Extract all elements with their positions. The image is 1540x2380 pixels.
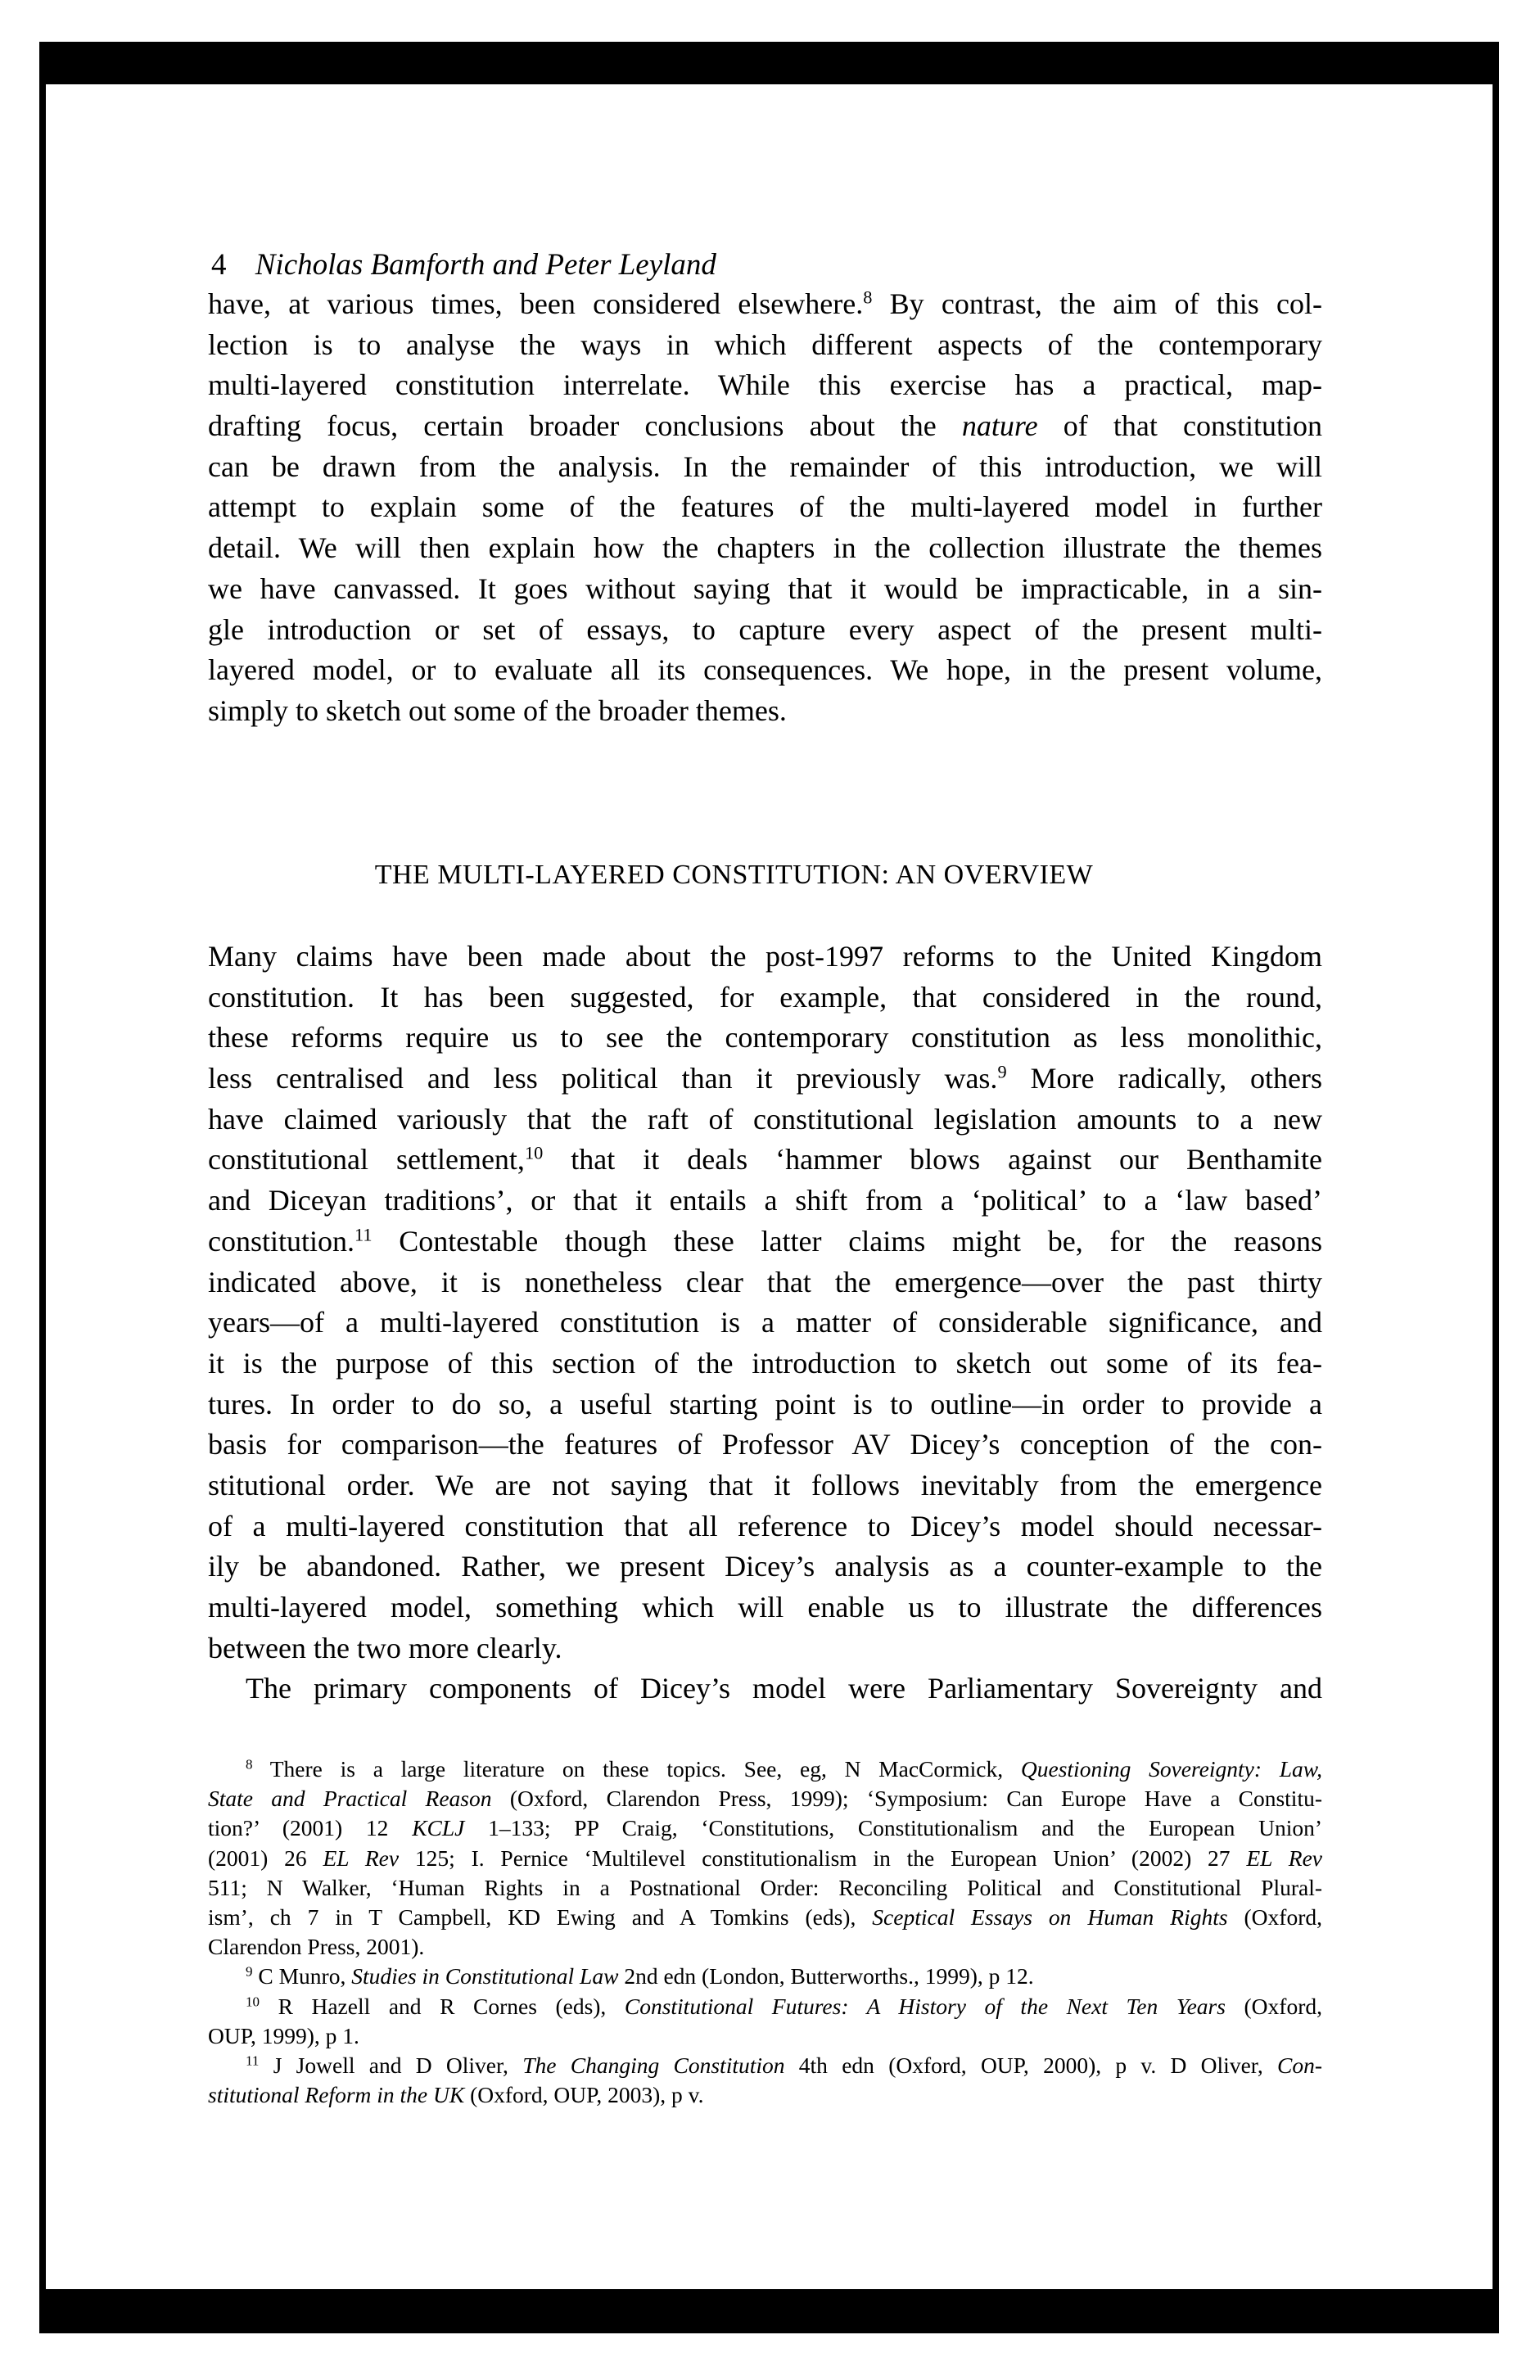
text-line [208,978,1322,1018]
text-run: we have canvassed. It goes without saying that it would be impracticable, in a sin- [208,571,1322,605]
text-run: The primary components of Dicey’s model were Parliamentary Sovereignty and [246,1672,1322,1705]
text-run: have, at various times, been considered elsewhere. [208,287,864,320]
section-heading: THE MULTI-LAYERED CONSTITUTION: AN OVERVIEW [374,860,1094,890]
text-run: ism’, ch 7 in T Campbell, KD Ewing and A Tomkins (eds), [208,1904,873,1930]
italic-title: nature [961,409,1038,443]
italic-title: EL Rev [1246,1845,1322,1871]
text-run: detail. We will then explain how the chapters in the collection illustrate the themes [208,531,1322,565]
text-line [208,1628,1322,1669]
text-run: 511; N Walker, ‘Human Rights in a Postnational Order: Reconciling Political and Constitutional Plural- [208,1874,1322,1900]
text-run: Many claims have been made about the post-1997 reforms to the United Kingdom [208,940,1322,973]
text-run: tures. In order to do so, a useful starting point is to outline—in order to provide a [208,1387,1322,1420]
text-line [208,284,1322,325]
text-run: ily be abandoned. Rather, we present Dicey’s analysis as a counter-example to the [208,1550,1322,1583]
text-line [208,365,1322,406]
footnote-marker: 11 [246,2053,260,2069]
text-run: (Oxford, Clarendon Press, 1999); ‘Symposium: Can Europe Have a Constitu- [491,1786,1322,1812]
text-run: OUP, 1999), p 1. [208,2022,359,2048]
text-line [208,528,1322,569]
footnote-marker: 10 [246,1994,260,2010]
text-run: tion?’ (2001) 12 [208,1815,413,1841]
text-run: attempt to explain some of the features of the multi-layered model in further [208,490,1322,524]
text-line [208,691,1322,732]
text-line [208,937,1322,978]
footnote-line [208,1932,1322,1962]
text-run: lection is to analyse the ways in which different aspects of the contemporary [208,327,1322,361]
text-run: these reforms require us to see the contemporary constitution as less monolithic, [208,1021,1322,1055]
text-line [208,1547,1322,1587]
footnote-line [208,1784,1322,1813]
text-line [208,1384,1322,1425]
footnote-line [208,1813,1322,1843]
footnote-marker: 10 [524,1143,544,1164]
text-line [208,1465,1322,1506]
footnote-line [208,1903,1322,1932]
text-line [208,487,1322,528]
page-border-right [1493,42,1499,2333]
running-head-authors: Nicholas Bamforth and Peter Leyland [255,248,716,282]
text-line [208,1425,1322,1465]
footnote-line [208,1962,1322,1991]
text-run: of a multi-layered constitution that all reference to Dicey’s model should necessar- [208,1509,1322,1542]
page-border-left [39,42,46,2333]
text-line [208,1100,1322,1140]
text-run: 2nd edn (London, Butterworths., 1999), p 12. [618,1963,1034,1989]
footnote-marker: 11 [355,1224,373,1245]
text-run: less centralised and less political than it previously was. [208,1062,998,1095]
text-run: that it deals ‘hammer blows against our Benthamite [543,1143,1322,1176]
footnote-line [208,2021,1322,2051]
footnote-line [208,1844,1322,1873]
text-run: Clarendon Press, 2001). [208,1934,425,1960]
text-line [208,1506,1322,1547]
text-run: drafting focus, certain broader conclusions about the [208,409,962,443]
text-run: Contestable though these latter claims might be, for the reasons [372,1224,1322,1258]
text-run: (Oxford, [1227,1904,1322,1930]
text-run: C Munro, [252,1963,352,1989]
page-border-top [39,42,1499,84]
text-run: constitution. [208,1224,355,1258]
italic-title: stitutional Reform in the UK [208,2082,465,2108]
italic-title: EL Rev [323,1845,400,1871]
footnote-line [208,1873,1322,1903]
text-run: layered model, or to evaluate all its consequences. We hope, in the present volume, [208,653,1322,687]
text-line [208,569,1322,610]
text-run: R Hazell and R Cornes (eds), [260,1993,625,2019]
text-line [208,1669,1322,1709]
text-line [208,1059,1322,1100]
text-run: (Oxford, [1225,1993,1322,2019]
text-run: simply to sketch out some of the broader themes. [208,693,787,727]
text-run: it is the purpose of this section of the introduction to sketch out some of its fea- [208,1346,1322,1380]
footnote-marker: 8 [246,1756,253,1773]
text-run: stitutional order. We are not saying that it follows inevitably from the emergence [208,1468,1322,1502]
text-run: gle introduction or set of essays, to capture every aspect of the present multi- [208,612,1322,646]
text-run: (Oxford, OUP, 2003), p v. [464,2082,704,2108]
text-line [208,1222,1322,1262]
footnote-line [208,2080,1322,2110]
text-line [208,650,1322,691]
italic-title: State and Practical Reason [208,1786,492,1812]
intro-paragraph [208,284,1322,732]
text-line [208,1262,1322,1303]
italic-title: Constitutional Futures: A History of the Next Ten Years [624,1993,1226,2019]
footnote-marker: 9 [246,1963,253,1980]
text-line [208,1587,1322,1628]
text-run: J Jowell and D Oliver, [259,2052,523,2078]
text-run: constitution. It has been suggested, for example, that considered in the round, [208,980,1322,1014]
footnote-marker: 8 [863,287,873,308]
text-line [208,610,1322,651]
italic-title: Sceptical Essays on Human Rights [872,1904,1228,1930]
footnote-marker: 9 [997,1061,1007,1082]
text-run: constitutional settlement, [208,1143,525,1176]
running-head [211,247,716,282]
page-number: 4 [211,248,227,282]
text-run: 1–133; PP Craig, ‘Constitutions, Constitutionalism and the European Union’ [464,1815,1323,1841]
text-line [208,1140,1322,1181]
text-run: basis for comparison—the features of Professor AV Dicey’s conception of the con- [208,1428,1322,1461]
footnote-line [208,1992,1322,2021]
text-run: By contrast, the aim of this col- [872,287,1322,320]
text-run: There is a large literature on these topics. See, eg, N MacCormick, [252,1756,1021,1782]
italic-title: KCLJ [412,1815,465,1841]
overview-paragraph [208,937,1322,1709]
text-run: between the two more clearly. [208,1631,562,1664]
footnote-line [208,2051,1322,2080]
text-run: can be drawn from the analysis. In the remainder of this introduction, we will [208,449,1322,483]
italic-title: The Changing Constitution [522,2052,785,2078]
italic-title: Con- [1277,2052,1322,2078]
text-run: More radically, others [1006,1062,1322,1095]
footnotes [208,1755,1322,2110]
text-run: indicated above, it is nonetheless clear that the emergence—over the past thirty [208,1265,1322,1298]
text-run: multi-layered model, something which will enable us to illustrate the differences [208,1591,1322,1624]
text-run: and Diceyan traditions’, or that it entails a shift from a ‘political’ to a ‘law based’ [208,1184,1322,1217]
text-line [208,1344,1322,1384]
text-line [208,447,1322,488]
italic-title: Questioning Sovereignty: Law, [1020,1756,1322,1782]
footnote-line [208,1755,1322,1784]
text-line [208,1303,1322,1344]
text-line [208,1018,1322,1059]
text-run: multi-layered constitution interrelate. While this exercise has a practical, map- [208,368,1322,402]
text-run: years—of a multi-layered constitution is a matter of considerable significance, and [208,1306,1322,1339]
text-run: of that constitution [1037,409,1323,443]
text-run: 125; I. Pernice ‘Multilevel constitutionalism in the European Union’ (2002) 27 [399,1845,1247,1871]
text-line [208,1181,1322,1222]
text-line [208,325,1322,366]
text-run: 4th edn (Oxford, OUP, 2000), p v. D Oliver, [784,2052,1277,2078]
page-border-bottom [39,2289,1499,2333]
italic-title: Studies in Constitutional Law [351,1963,619,1989]
text-line [208,406,1322,447]
text-run: have claimed variously that the raft of constitutional legislation amounts to a new [208,1102,1322,1136]
text-run: (2001) 26 [208,1845,323,1871]
